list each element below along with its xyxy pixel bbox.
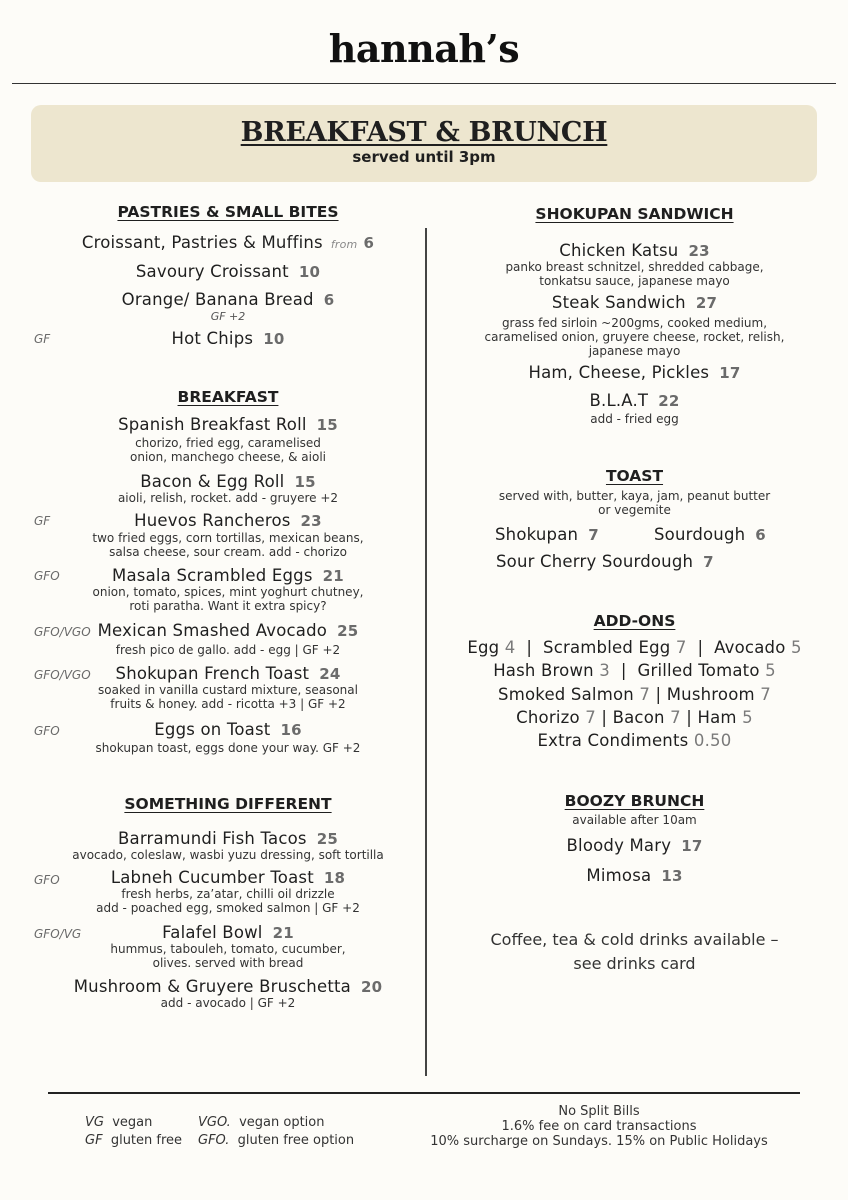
note-line: see drinks card <box>573 954 696 973</box>
legend-entry <box>85 1133 182 1148</box>
item-price: 10 <box>263 330 285 348</box>
addon-row: Egg 4 | Scrambled Egg 7 | Avocado 5 <box>467 638 802 657</box>
desc-line: fresh pico de gallo. add - egg | GF +2 <box>115 643 341 657</box>
menu-item <box>28 664 428 683</box>
desc-line: tonkatsu sauce, japanese mayo <box>539 274 730 288</box>
item-description <box>28 848 428 862</box>
item-description <box>28 996 428 1010</box>
item-price: 25 <box>337 622 359 640</box>
section-heading-something-different: SOMETHING DIFFERENT <box>124 795 332 813</box>
item-price: 15 <box>316 416 338 434</box>
addon-name: Extra Condiments <box>537 731 689 750</box>
dietary-tag: GFO/VG <box>34 927 82 941</box>
desc-line: two fried eggs, corn tortillas, mexican beans, <box>92 531 364 545</box>
addon-price: 3 <box>599 661 610 680</box>
item-description <box>432 316 837 358</box>
item-price: 10 <box>298 263 321 281</box>
item-price: 20 <box>360 978 383 996</box>
desc-line: hummus, tabouleh, tomato, cucumber, <box>110 942 346 956</box>
menu-item <box>28 720 428 739</box>
menu-item <box>654 525 766 544</box>
item-name: Sourdough <box>654 525 746 544</box>
addon-name: Chorizo <box>516 708 580 727</box>
item-price: 17 <box>719 364 741 382</box>
item-price: 15 <box>294 473 316 491</box>
item-price: 18 <box>323 869 346 887</box>
item-name: Orange/ Banana Bread <box>121 290 314 309</box>
item-description <box>28 531 428 559</box>
item-name: Bloody Mary <box>566 836 672 855</box>
menu-item <box>28 511 428 530</box>
menu-item <box>28 868 428 887</box>
addon-row <box>432 731 837 750</box>
item-name: Masala Scrambled Eggs <box>112 566 313 585</box>
item-name: Sour Cherry Sourdough <box>496 552 694 571</box>
desc-line: served with, butter, kaya, jam, peanut butter <box>498 489 771 503</box>
desc-line: aioli, relish, rocket. add - gruyere +2 <box>117 491 339 505</box>
desc-line: fruits & honey. add - ricotta +3 | GF +2 <box>110 697 346 711</box>
addon-price: 7 <box>639 685 651 704</box>
legend-code: GFO. <box>198 1133 230 1148</box>
item-description <box>28 436 428 464</box>
addon-price: 5 <box>742 708 753 727</box>
footer-policies <box>400 1104 798 1149</box>
item-price: 7 <box>588 526 599 544</box>
legend-code: GF <box>85 1133 103 1148</box>
section-heading-boozy-brunch: BOOZY BRUNCH <box>564 792 705 810</box>
menu-subtitle: served until 3pm <box>352 148 496 166</box>
desc-line: olives. served with bread <box>152 956 304 970</box>
item-name: Eggs on Toast <box>154 720 271 739</box>
addon-name: Ham <box>697 708 737 727</box>
item-name: Ham, Cheese, Pickles <box>528 363 710 382</box>
section-heading-shokupan-sandwich: SHOKUPAN SANDWICH <box>535 205 734 223</box>
desc-line: roti paratha. Want it extra spicy? <box>129 599 327 613</box>
policy-line: No Split Bills <box>558 1104 640 1119</box>
item-price: 16 <box>280 721 302 739</box>
desc-line: avocado, coleslaw, wasbi yuzu dressing, soft tortilla <box>72 848 384 862</box>
desc-line: shokupan toast, eggs done your way. GF +2 <box>95 741 361 755</box>
item-name: Croissant, Pastries & Muffins <box>81 233 323 252</box>
item-name: Labneh Cucumber Toast <box>110 868 314 887</box>
menu-item <box>28 415 428 434</box>
section-heading-toast: TOAST <box>605 467 664 485</box>
menu-item <box>432 293 837 312</box>
item-name: Mimosa <box>586 866 652 885</box>
policy-line: 1.6% fee on card transactions <box>501 1119 697 1134</box>
desc-line: panko breast schnitzel, shredded cabbage, <box>505 260 764 274</box>
addon-price: 7 <box>760 685 771 704</box>
menu-item <box>432 241 837 260</box>
addon-name: Avocado <box>714 638 786 657</box>
item-name: Hot Chips <box>171 329 254 348</box>
item-option-note: GF +2 <box>210 310 246 323</box>
item-price: 23 <box>300 512 322 530</box>
footer-divider <box>48 1092 800 1094</box>
menu-item <box>28 290 428 309</box>
dietary-tag: GF <box>34 332 51 346</box>
menu-item <box>28 233 428 252</box>
menu-item <box>432 391 837 410</box>
desc-line: chorizo, fried egg, caramelised <box>135 436 321 450</box>
item-price: 13 <box>661 867 683 885</box>
item-name: Mushroom & Gruyere Bruschetta <box>73 977 351 996</box>
addon-price: 7 <box>670 708 681 727</box>
menu-item <box>28 329 428 348</box>
desc-line: salsa cheese, sour cream. add - chorizo <box>109 545 347 559</box>
addon-row: Chorizo 7 | Bacon 7 | Ham 5 <box>516 708 753 727</box>
menu-item <box>28 977 428 996</box>
item-name: B.L.A.T <box>589 391 649 410</box>
addon-price: 5 <box>765 661 776 680</box>
item-price: 27 <box>695 294 718 312</box>
menu-item <box>432 363 837 382</box>
menu-item <box>28 923 428 942</box>
desc-line: grass fed sirloin ~200gms, cooked medium, <box>501 316 768 330</box>
drinks-note <box>432 928 837 976</box>
dietary-tag: GFO/VGO <box>34 625 91 639</box>
section-heading-breakfast: BREAKFAST <box>177 388 279 406</box>
dietary-tag: GFO <box>34 873 60 887</box>
addon-name: Bacon <box>612 708 665 727</box>
item-description <box>28 585 428 613</box>
desc-line: or vegemite <box>598 503 671 517</box>
item-price: 24 <box>319 665 341 683</box>
item-description <box>28 643 428 657</box>
item-description <box>28 683 428 711</box>
desc-line: onion, manchego cheese, & aioli <box>130 450 326 464</box>
item-price: 6 <box>755 526 766 544</box>
item-description <box>28 887 428 915</box>
addon-name: Scrambled Egg <box>543 638 671 657</box>
item-name: Shokupan <box>495 525 579 544</box>
menu-item <box>28 262 428 281</box>
menu-item <box>495 525 599 544</box>
dietary-tag: GFO <box>34 724 60 738</box>
item-name: Mexican Smashed Avocado <box>97 621 328 640</box>
menu-item <box>28 472 428 491</box>
addon-name: Smoked Salmon <box>498 685 634 704</box>
item-name: Spanish Breakfast Roll <box>118 415 307 434</box>
item-name: Savoury Croissant <box>135 262 289 281</box>
item-description <box>28 491 428 505</box>
item-price: 25 <box>316 830 338 848</box>
note-line: Coffee, tea & cold drinks available – <box>490 930 779 949</box>
addon-price: 5 <box>790 638 802 657</box>
desc-line: soaked in vanilla custard mixture, seasonal <box>98 683 358 697</box>
addon-name: Egg <box>467 638 500 657</box>
menu-item <box>432 836 837 855</box>
legend-meaning: vegan option <box>239 1115 325 1130</box>
section-heading-pastries: PASTRIES & SMALL BITES <box>117 203 339 221</box>
desc-line: fresh herbs, za’atar, chilli oil drizzle <box>121 887 335 901</box>
desc-line: caramelised onion, gruyere cheese, rocket, relish, <box>484 330 785 344</box>
item-price: 6 <box>323 291 335 309</box>
item-price: 21 <box>322 567 344 585</box>
item-price: 21 <box>272 924 294 942</box>
dietary-tag: GFO <box>34 569 60 583</box>
item-price: 23 <box>688 242 710 260</box>
addon-price: 7 <box>675 638 687 657</box>
addon-name: Hash Brown <box>493 661 594 680</box>
item-name: Steak Sandwich <box>551 293 686 312</box>
menu-banner <box>31 105 817 182</box>
item-description <box>432 260 837 288</box>
item-description <box>28 741 428 755</box>
desc-line: add - avocado | GF +2 <box>160 996 296 1010</box>
item-price: 22 <box>658 392 680 410</box>
item-name: Huevos Rancheros <box>134 511 291 530</box>
menu-title: BREAKFAST & BRUNCH <box>240 117 608 148</box>
toast-description <box>432 489 837 517</box>
legend-code: VG <box>85 1115 104 1130</box>
legend-code: VGO. <box>198 1115 231 1130</box>
price-from-label: from <box>330 238 358 251</box>
addon-price: 4 <box>504 638 516 657</box>
menu-item <box>496 552 714 571</box>
item-price: 17 <box>681 837 703 855</box>
desc-line: onion, tomato, spices, mint yoghurt chutney, <box>92 585 364 599</box>
item-name: Shokupan French Toast <box>115 664 310 683</box>
restaurant-logo: hannah’s <box>328 26 520 71</box>
boozy-availability: available after 10am <box>572 813 697 827</box>
addon-row: Hash Brown 3 | Grilled Tomato 5 <box>493 661 776 680</box>
menu-item <box>28 621 428 640</box>
policy-line: 10% surcharge on Sundays. 15% on Public Holidays <box>430 1134 768 1149</box>
item-price: 6 <box>363 234 375 252</box>
desc-line: add - poached egg, smoked salmon | GF +2 <box>96 901 360 915</box>
item-name: Falafel Bowl <box>162 923 263 942</box>
dietary-tag: GFO/VGO <box>34 668 91 682</box>
item-name: Barramundi Fish Tacos <box>118 829 307 848</box>
item-description <box>432 412 837 426</box>
legend-meaning: gluten free option <box>237 1133 355 1148</box>
item-description <box>28 942 428 970</box>
addon-name: Mushroom <box>666 685 755 704</box>
addon-price: 0.50 <box>693 731 732 750</box>
menu-item <box>432 866 837 885</box>
addon-row: Smoked Salmon 7 | Mushroom 7 <box>498 685 771 704</box>
legend-entry <box>198 1133 354 1148</box>
legend-meaning: gluten free <box>110 1133 183 1148</box>
header-divider <box>12 83 836 84</box>
addon-price: 7 <box>585 708 596 727</box>
addon-name: Grilled Tomato <box>637 661 760 680</box>
item-name: Chicken Katsu <box>559 241 679 260</box>
legend-entry <box>198 1115 324 1130</box>
legend-entry <box>85 1115 152 1130</box>
section-heading-add-ons: ADD-ONS <box>593 612 676 630</box>
item-price: 7 <box>703 553 714 571</box>
desc-line: add - fried egg <box>590 412 679 426</box>
dietary-tag: GF <box>34 514 51 528</box>
item-name: Bacon & Egg Roll <box>140 472 285 491</box>
menu-item <box>28 829 428 848</box>
desc-line: japanese mayo <box>588 344 681 358</box>
legend-meaning: vegan <box>112 1115 153 1130</box>
menu-item <box>28 566 428 585</box>
